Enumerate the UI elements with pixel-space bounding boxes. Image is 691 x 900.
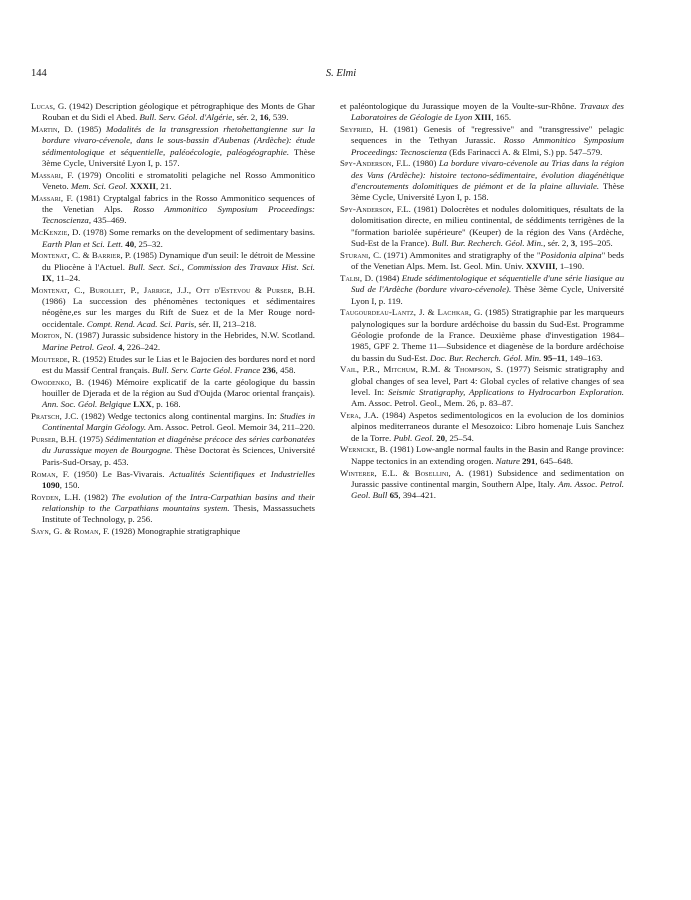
reference-authors: Owodenko (31, 376, 70, 387)
reference-volume: 95–11 (543, 352, 566, 363)
reference-text: , R. (1952) Etudes sur le Lias et le Bajocien des bordures nord et nord est du Massif Central français. (42, 353, 315, 375)
reference-italic: Earth Plan et Sci. Lett. (42, 238, 124, 249)
reference-pages: , 1–190. (555, 261, 585, 272)
reference-authors: McKenzie (31, 227, 68, 238)
reference-text: , D. (1985) (57, 124, 106, 135)
reference-authors: Royden (31, 491, 59, 502)
reference-italic: Bull. Serv. Géol. d'Algérie (139, 112, 233, 123)
reference-pages: , p. 168. (151, 399, 181, 410)
reference-text: , B. (1981) Low-angle normal faults in the Basin and Range province: Nappe tectonics in an extending orogen. (351, 444, 624, 466)
reference-text: et paléontologique du Jurassique moyen de la Voulte-sur-Rhône. (340, 101, 580, 111)
reference-text: , B.H. (1975) (55, 434, 106, 445)
reference-pages: , 150. (59, 479, 80, 490)
reference-volume: LXX (133, 399, 152, 410)
reference-text-rest: Am. Assoc. Petrol. Geol. Memoir 34, 211–220. (146, 422, 316, 433)
reference-italic: Travaux des Laboratoires de Géologie de Lyon (351, 101, 624, 123)
reference-authors: Massari (31, 192, 61, 203)
reference-entry (340, 204, 624, 249)
reference-authors: Sturani (340, 249, 369, 260)
reference-text: , B.H. (1986) La succession des phénomènes tectoniques et sédimentaires néogène,es sur les marges du Rift de Suez et de la Mer Rouge nord-occidentale. (42, 284, 315, 329)
reference-column-left (31, 101, 315, 537)
reference-pages: , 458. (275, 364, 296, 375)
reference-text: , J.C. (1982) Wedge tectonics along continental margins. In: (59, 411, 280, 422)
reference-pages: , 394–421. (398, 490, 437, 501)
reference-entry (31, 411, 315, 434)
reference-text: , D. (1984) (359, 272, 402, 283)
reference-pages: , 149–163. (565, 352, 603, 363)
reference-authors: Sayn, G. & Roman (31, 525, 99, 536)
reference-italic: Studies in Continental Margin Géology. (42, 411, 315, 433)
reference-volume: IX (42, 272, 52, 283)
reference-italic: The evolution of the Intra-Carpathian basins and their relationship to the Carpathians mountains system. (42, 491, 315, 513)
reference-volume: 40 (125, 238, 135, 249)
reference-entry (340, 364, 624, 409)
reference-italic: Seismic Stratigraphy, Applications to Hydrocarbon Exploration. (387, 386, 624, 397)
reference-entry (31, 492, 315, 526)
reference-italic: Am. Assoc. Petrol. Geol. Bull (351, 478, 625, 501)
page-number: 144 (31, 68, 47, 79)
reference-authors: Mouterde (31, 353, 68, 364)
reference-italic: Sédimentation et diagénèse précoce des séries carbonatées du Jurassique moyen de Bourgogne. (42, 434, 315, 456)
reference-authors: Pratsch (31, 411, 60, 422)
reference-authors: Lucas (31, 101, 53, 111)
reference-italic: Bull. Serv. Carte Géol. France (152, 364, 261, 375)
reference-volume: 1090 (42, 479, 60, 490)
reference-text-rest: Am. Assoc. Petrol. Geol., Mem. 26, p. 83–87. (351, 398, 514, 409)
reference-italic: Compt. Rend. Acad. Sci. Paris (86, 318, 195, 329)
reference-authors: Roman (31, 468, 56, 479)
reference-text: , F. (1981) Cryptalgal fabrics in the Rosso Ammonitico sequences of the Venetian Alps. (42, 192, 315, 215)
reference-italic: Nature (495, 455, 520, 466)
reference-entry (340, 273, 624, 307)
reference-entry (31, 526, 315, 537)
reference-entry (31, 101, 315, 124)
reference-italic: Publ. Geol. (393, 432, 434, 443)
reference-column-right (340, 101, 624, 501)
reference-text-rest: Thèse Doctorat ès Sciences, Université Paris-Sud-Orsay, p. 453. (42, 445, 316, 467)
reference-authors: Montenat, C. & Barrier (31, 250, 121, 261)
reference-pages: , 25–54. (445, 432, 474, 443)
reference-text: , F. (1979) Oncoliti e stromatoliti pelagiche nel Rosso Ammonitico Veneto. (42, 169, 315, 192)
reference-entry (31, 354, 315, 377)
reference-text: , F. (1928) Monographie stratigraphique (98, 525, 241, 536)
reference-volume: XXVIII (525, 261, 556, 272)
reference-italic: Actualités Scientifiques et Industrielles (169, 468, 315, 479)
reference-pages: , 195–205. (575, 238, 613, 249)
reference-text: , A. (1981) Subsidence and sedimentation on Jurassic passive continental margin, Southern Alpe, Italy. (351, 467, 625, 489)
page-header (31, 68, 651, 84)
reference-italic: Mem. Sci. Geol. (70, 181, 128, 192)
reference-text-rest: " beds of the Venetian Alps. Mem. Ist. Geol. Min. Univ. (351, 249, 624, 272)
reference-text-rest: Thèse 3ème Cycle, Université Lyon I, p. 157. (42, 146, 316, 168)
reference-text: , S. (1977) Seismic stratigraphy and global changes of sea level, Part 4: Global cycles of relative changes of sea level. In: (351, 364, 624, 397)
reference-volume: 20 (436, 432, 446, 443)
reference-text: , D. (1978) Some remarks on the development of sedimentary basins. (67, 227, 315, 238)
reference-volume: XXXII (129, 181, 156, 192)
reference-authors: Massari (31, 169, 61, 180)
reference-entry (31, 193, 315, 227)
reference-pages: , 226–242. (122, 341, 161, 352)
reference-pages: , 25–32. (134, 238, 163, 249)
reference-authors: Seyfried (340, 124, 372, 135)
reference-authors: Vail, P.R., Mitchum, R.M. & Thompson (340, 364, 491, 375)
reference-italic: La bordure vivaro-cévenole au Trias dans la région des Vans (Ardèche): histoire tectono-sédimentaire, évolution diagénétique d'encroutements dolomitiques de piémont et de la plaine alluviale. (351, 158, 624, 192)
reference-volume: 236 (262, 364, 276, 375)
reference-authors: Taugourdeau-Lantz, J. & Lachkar (340, 307, 469, 318)
reference-pages: , 11–24. (51, 272, 81, 283)
reference-text: , C. (1971) Ammonites and stratigraphy of the " (368, 249, 541, 260)
reference-entry (340, 101, 624, 124)
reference-pages: , 645–648. (535, 455, 573, 466)
reference-entry (31, 377, 315, 411)
reference-authors: Martin (31, 124, 58, 135)
reference-authors: Spy-Anderson (340, 204, 392, 215)
reference-entry (340, 444, 624, 467)
reference-volume: 291 (522, 455, 536, 466)
reference-italic: Bull. Bur. Recherch. Géol. Min. (431, 238, 544, 249)
reference-text-rest: , sér. 2, (543, 238, 571, 249)
reference-text: , F. (1950) Le Bas-Vivarais. (55, 468, 170, 479)
reference-entry (31, 170, 315, 193)
reference-text: , L.H. (1982) (58, 491, 112, 502)
reference-authors: Winterer, E.L. & Bosellini (340, 467, 449, 478)
reference-entry (340, 250, 624, 273)
reference-authors: Spy-Anderson (340, 158, 392, 169)
reference-italic: Marine Petrol. Geol. (42, 341, 116, 352)
reference-text: , H. (1981) Genesis of "regressive" and "transgressive" pelagic sequences in the Tethyan Jurassic. (351, 124, 624, 146)
reference-italic: Modalités de la transgression rhetohettangienne sur la bordure vivaro-cévenole, dans le sous-bassin d'Aubenas (Ardèche): étude sédimentologique et séquentielle, paléoécologie, paléogéographie. (42, 124, 315, 157)
reference-entry (340, 468, 624, 502)
reference-pages: , 165. (491, 112, 512, 123)
reference-italic: Bull. Sect. Sci., Commission des Travaux Hist. Sci. (128, 261, 316, 272)
reference-italic: Etude sédimentologique et séquentielle d'une série liasique au Sud de l'Ardèche (bordure vivaro-cévenole). (351, 272, 624, 295)
reference-text: , G. (1985) Stratigraphie par les marqueurs palynologiques sur la bordure ardéchoise du bassin du Sud-Est. Programme Géologie profonde de la France. Deuxième phase d'investigation 1984–1985, GPF 2. Theme 11—Subsidence et diagenèse de la bordure ardéchoise du bassin du Sud-Est. (351, 307, 624, 363)
reference-pages: , 539. (268, 112, 289, 123)
reference-volume: 65 (389, 490, 399, 501)
reference-entry (31, 227, 315, 250)
reference-entry (31, 250, 315, 284)
reference-volume: XIII (474, 112, 492, 123)
reference-text: , J.A. (1984) Aspetos sedimentologicos en la evolucion de los dominios alpinos mediterraneos durante el Mesozoico: Libro homenaje Luis Sanchez de la Torre. (351, 410, 624, 443)
reference-entry (31, 330, 315, 353)
reference-text-rest: , sér. 2, (232, 112, 260, 123)
reference-text-rest: Thesis, Massassuchets Institute of Technology, p. 256. (42, 502, 315, 525)
reference-entry (340, 124, 624, 158)
reference-authors: Morton (31, 330, 60, 341)
reference-text: , N. (1987) Jurassic subsidence history in the Hebrides, N.W. Scotland. (59, 330, 315, 341)
reference-text-rest: , sér. II, 213–218. (194, 318, 257, 329)
reference-entry (340, 307, 624, 363)
reference-authors: Purser (31, 434, 56, 445)
reference-volume: 4 (118, 341, 123, 352)
reference-text-rest: Thèse 3ème Cycle, Université Lyon I, p. 158. (351, 181, 624, 203)
reference-authors: Vera (340, 410, 359, 421)
reference-volume: 16 (259, 112, 269, 123)
reference-volume: 3 (570, 238, 576, 249)
reference-authors: Talbi (340, 272, 360, 283)
reference-italic: Doc. Bur. Recherch. Géol. Min. (429, 352, 542, 363)
reference-text: , P. (1985) Dynamique d'un seuil: le détroit de Messine du Pliocène à l'Actuel. (42, 250, 315, 272)
reference-text: , F.L. (1980) (391, 158, 439, 169)
reference-authors: Wernicke (340, 444, 376, 455)
reference-text-rest: (Eds Farinacci A. & Elmi, S.) pp. 547–579. (446, 146, 603, 157)
reference-entry (340, 158, 624, 203)
reference-entry (31, 124, 315, 169)
reference-italic: Ann. Soc. Géol. Belgique (42, 399, 131, 410)
reference-text: , G. (1942) Description géologique et pétrographique des Monts de Ghar Rouban et du Sidi el Abed. (42, 101, 315, 123)
reference-entry (31, 285, 315, 330)
reference-text-rest: Thèse 3ème Cycle, Université Lyon I, p. 119. (351, 284, 624, 306)
reference-entry (31, 469, 315, 492)
reference-text: , B. (1946) Mémoire explicatif de la carte géologique du bassin houiller de Djerada et de la région au Sud d'Oujda (Maroc oriental français). (42, 376, 315, 398)
reference-text-rest: 435–469. (91, 215, 127, 226)
reference-entry (340, 410, 624, 444)
reference-authors: Montenat, C., Burollet, P., Jarrige, J.J., Ott d'Estevou & Purser (31, 284, 292, 295)
reference-italic: Rosso Ammonitico Symposium Proceedings: Tecnoscienza (351, 135, 624, 157)
reference-italic: Posidonia alpina (540, 249, 602, 260)
reference-text: , F.L. (1981) Dolocrètes et nodules dolomitiques, résultats de la dolomitisation directe, en milieu continental, de séddiments terrigènes de la "formation bariolée supérieure" (Keuper) de la région des Vans (Ardèche, Sud-Est de la France). (351, 204, 624, 249)
reference-entry (31, 434, 315, 468)
reference-pages: , 21. (155, 181, 172, 192)
reference-italic: Rosso Ammonitico Symposium Proceedings: Tecnoscienza, (42, 204, 315, 226)
running-head: S. Elmi (325, 68, 357, 79)
